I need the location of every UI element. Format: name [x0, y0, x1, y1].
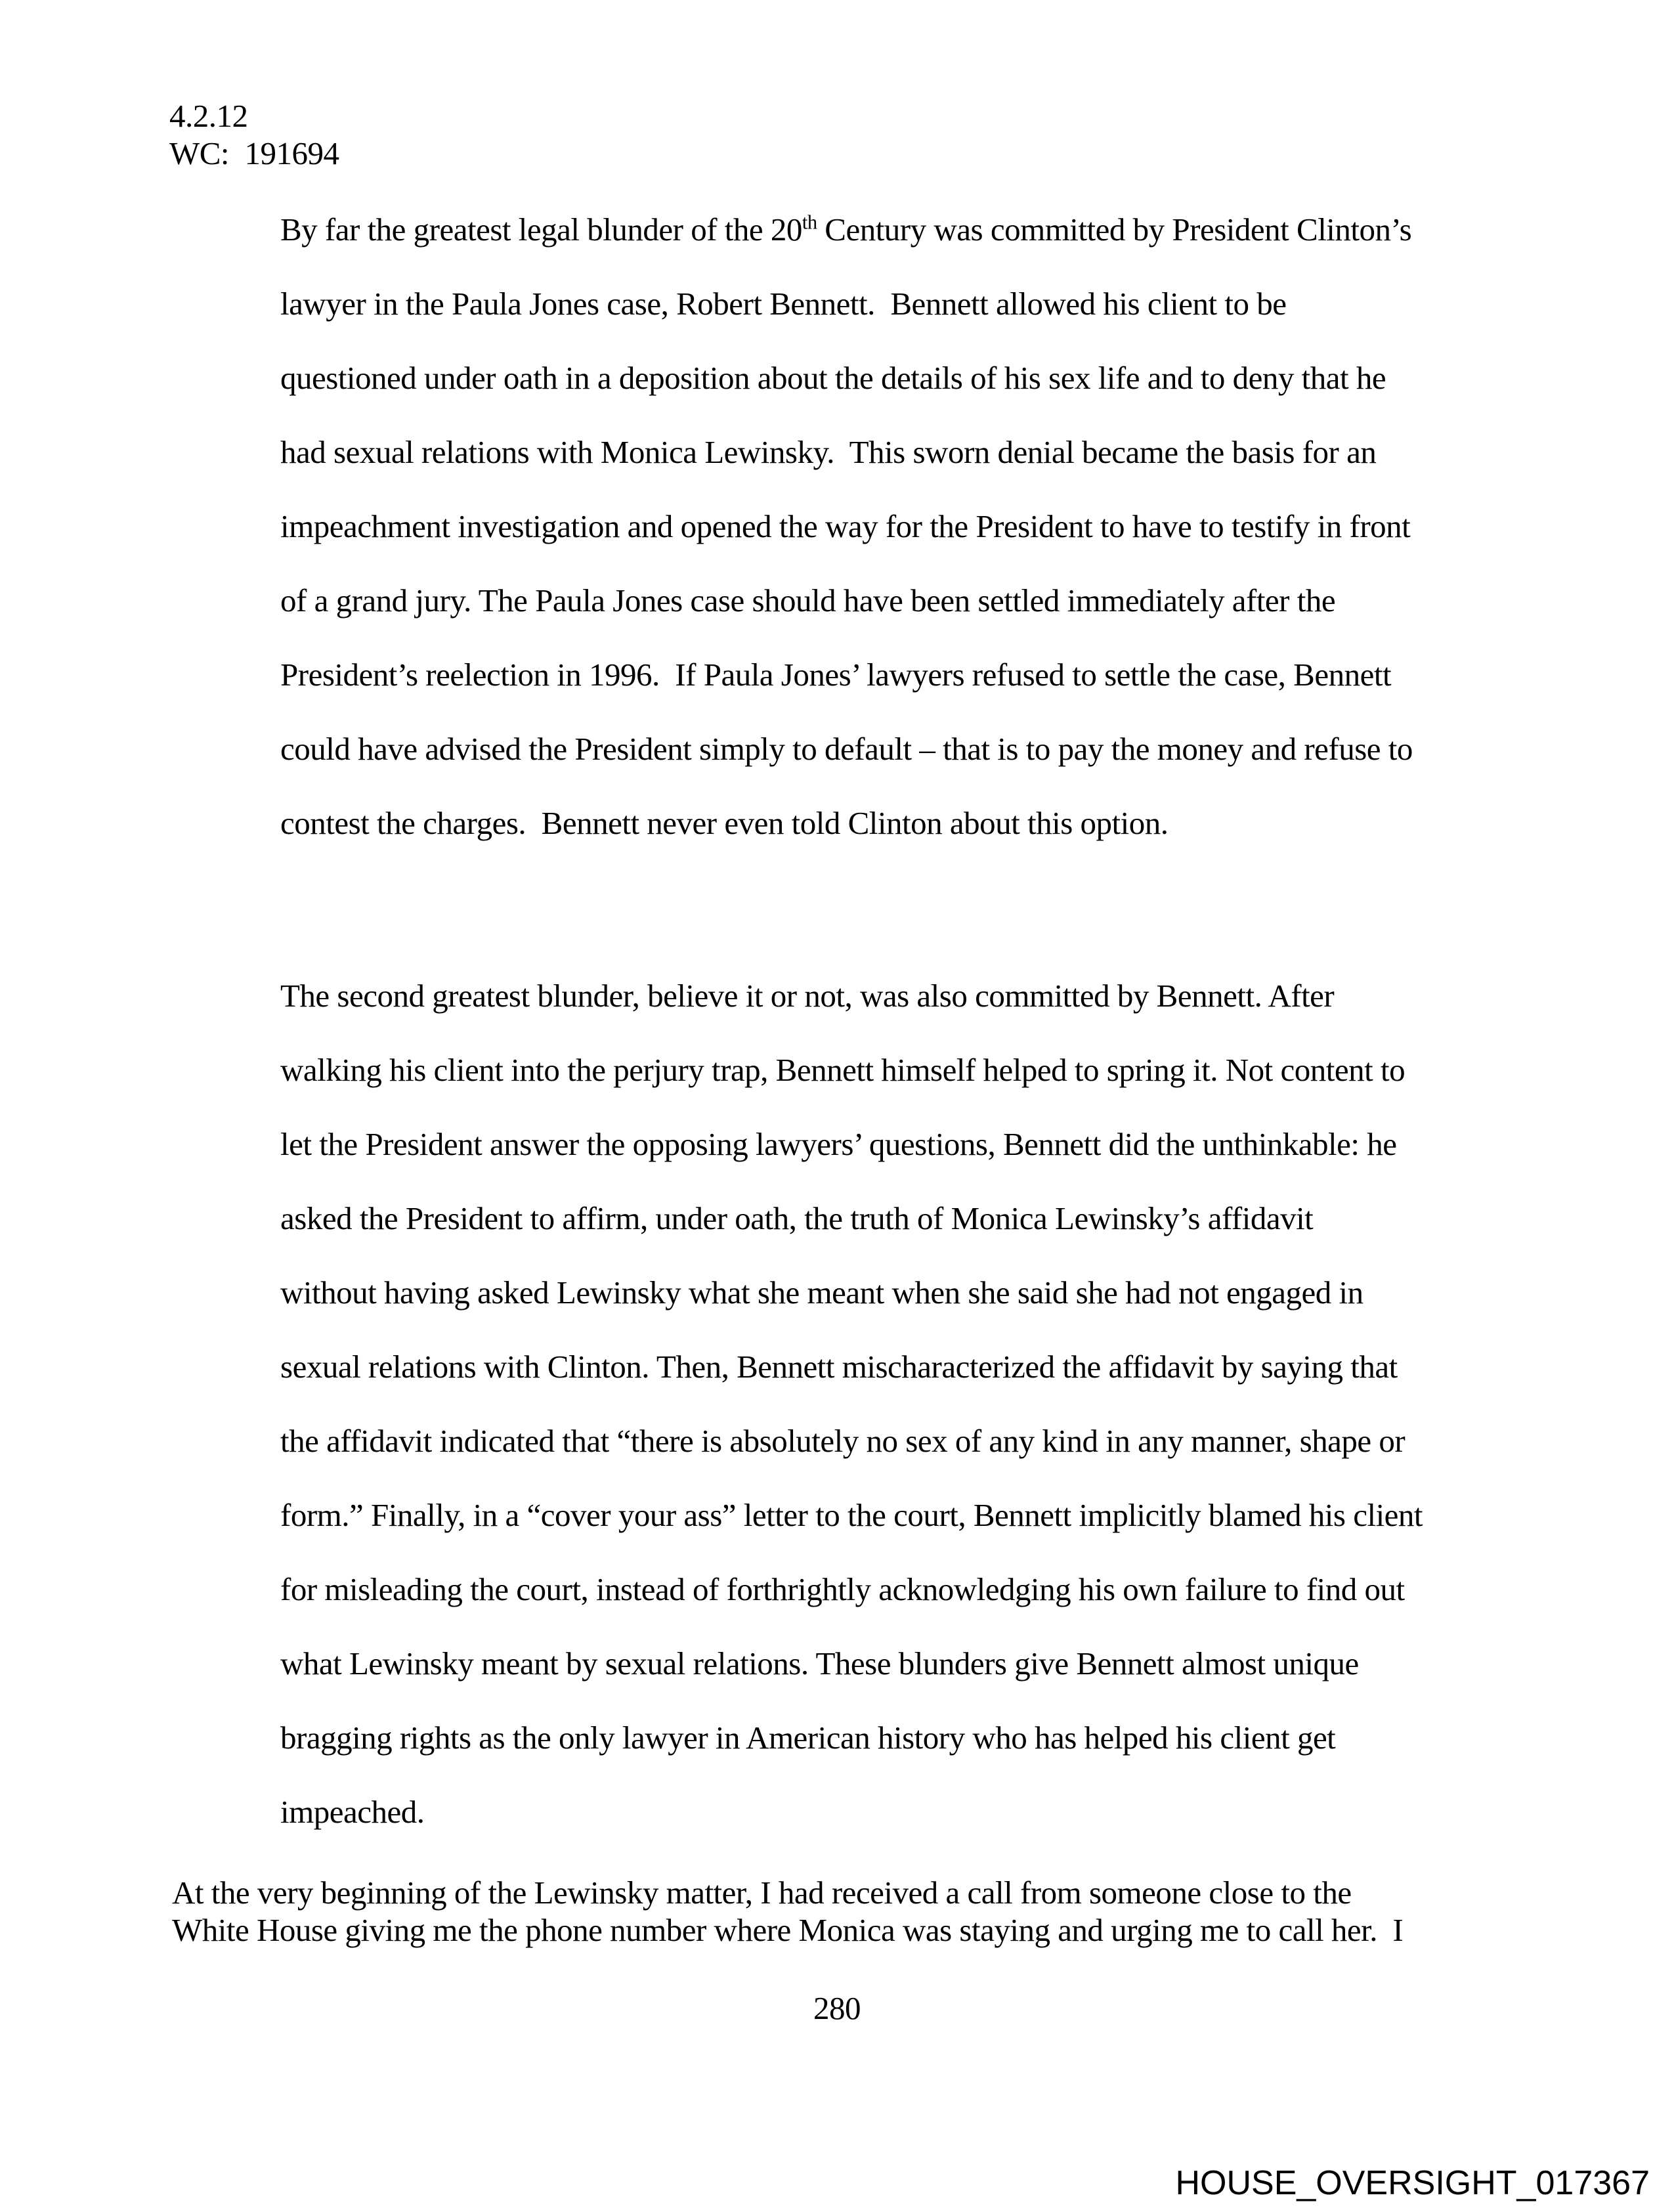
body-paragraph-3 — [172, 1874, 1403, 1949]
text-line: asked the President to affirm, under oath, the truth of Monica Lewinsky’s affidavit — [280, 1200, 1314, 1236]
text-line: impeached. — [280, 1794, 425, 1830]
text-line: lawyer in the Paula Jones case, Robert Bennett. Bennett allowed his client to be — [280, 286, 1287, 322]
header-date: 4.2.12 — [169, 98, 248, 134]
text-line: White House giving me the phone number where Monica was staying and urging me to call her. I — [172, 1912, 1404, 1948]
body-paragraph-2 — [280, 959, 1423, 1849]
page-header — [169, 97, 339, 172]
text-line: impeachment investigation and opened the way for the President to have to testify in front — [280, 508, 1411, 544]
text-line: could have advised the President simply to default – that is to pay the money and refuse to — [280, 731, 1413, 767]
bates-stamp: HOUSE_OVERSIGHT_017367 — [1175, 2164, 1650, 2202]
body-paragraph-1 — [280, 192, 1413, 860]
text-line: President’s reelection in 1996. If Paula Jones’ lawyers refused to settle the case, Bennett — [280, 657, 1392, 693]
text-line: questioned under oath in a deposition about the details of his sex life and to deny that he — [280, 360, 1386, 396]
text-line: By far the greatest legal blunder of the 20th Century was committed by President Clinton’s — [280, 211, 1412, 248]
text-line: what Lewinsky meant by sexual relations. These blunders give Bennett almost unique — [280, 1645, 1359, 1681]
text-line: for misleading the court, instead of forthrightly acknowledging his own failure to find out — [280, 1571, 1405, 1607]
text-line: At the very beginning of the Lewinsky matter, I had received a call from someone close to the — [172, 1875, 1352, 1911]
text-line: form.” Finally, in a “cover your ass” letter to the court, Bennett implicitly blamed his client — [280, 1497, 1423, 1533]
text-line: let the President answer the opposing lawyers’ questions, Bennett did the unthinkable: he — [280, 1126, 1397, 1162]
text-line: without having asked Lewinsky what she meant when she said she had not engaged in — [280, 1274, 1363, 1311]
text-line: contest the charges. Bennett never even told Clinton about this option. — [280, 805, 1169, 841]
text-line: the affidavit indicated that “there is absolutely no sex of any kind in any manner, shape or — [280, 1423, 1406, 1459]
page-number: 280 — [813, 1990, 861, 2026]
text-line: The second greatest blunder, believe it or not, was also committed by Bennett. After — [280, 978, 1335, 1014]
text-line: of a grand jury. The Paula Jones case should have been settled immediately after the — [280, 582, 1336, 618]
text-line: bragging rights as the only lawyer in American history who has helped his client get — [280, 1720, 1336, 1756]
text-line: walking his client into the perjury trap, Bennett himself helped to spring it. Not content to — [280, 1052, 1406, 1088]
header-word-count: WC: 191694 — [169, 135, 339, 171]
text-line: sexual relations with Clinton. Then, Bennett mischaracterized the affidavit by saying that — [280, 1349, 1398, 1385]
text-line: had sexual relations with Monica Lewinsky. This sworn denial became the basis for an — [280, 434, 1377, 470]
